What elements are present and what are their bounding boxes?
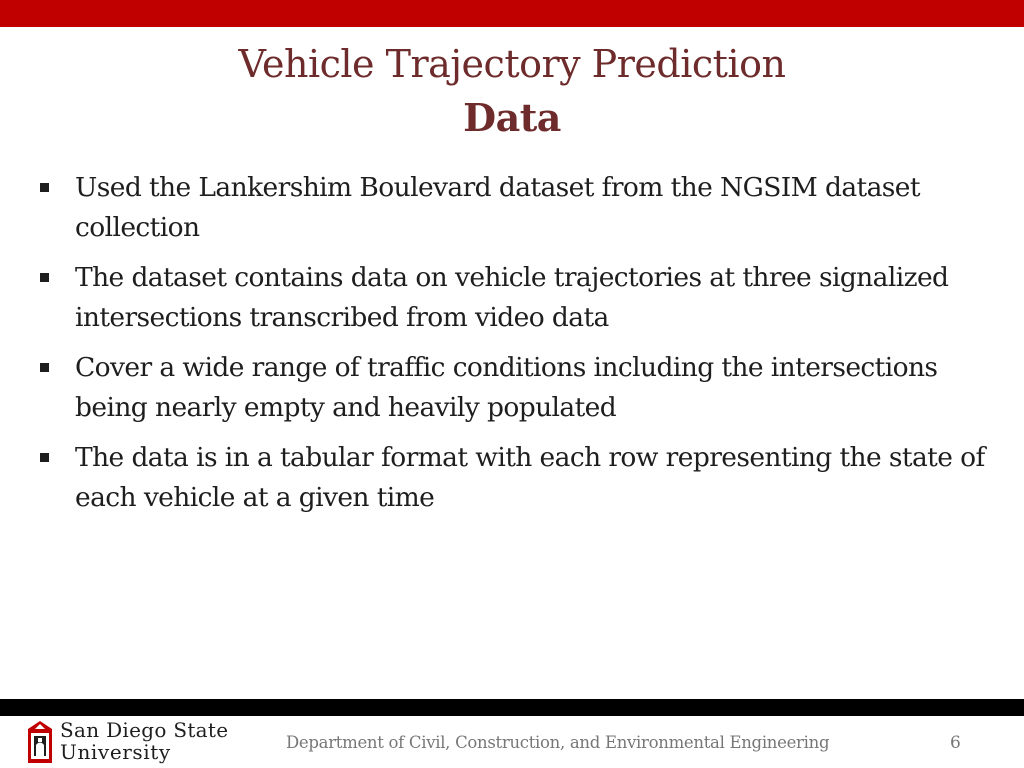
square-bullet-icon: [40, 273, 49, 282]
bullet-item: [36, 168, 996, 248]
logo-line-1: San Diego State: [60, 718, 229, 742]
footer-bar: [0, 699, 1024, 716]
university-logo: [26, 718, 228, 764]
bullet-text: The dataset contains data on vehicle trajectories at three signalized intersections transcribed from video data: [75, 262, 949, 333]
bullet-item: [36, 348, 996, 428]
bullet-text: Used the Lankershim Boulevard dataset from the NGSIM dataset collection: [75, 172, 920, 243]
square-bullet-icon: [40, 183, 49, 192]
top-accent-bar: [0, 0, 1024, 27]
bullet-text: Cover a wide range of traffic conditions including the intersections being nearly empty and heavily populated: [75, 352, 938, 423]
logo-line-2: University: [60, 740, 171, 764]
square-bullet-icon: [40, 453, 49, 462]
logo-wordmark: [60, 720, 228, 762]
bullet-list: [36, 168, 996, 528]
slide-title: Vehicle Trajectory Prediction: [238, 42, 786, 86]
sdsu-tower-logo-icon: [26, 719, 54, 763]
bullet-item: [36, 438, 996, 518]
page-number: 6: [950, 733, 961, 753]
department-name: Department of Civil, Construction, and Environmental Engineering: [286, 733, 830, 752]
bullet-item: [36, 258, 996, 338]
bullet-text: The data is in a tabular format with each row representing the state of each vehicle at a given time: [75, 442, 985, 513]
slide-subtitle: Data: [463, 95, 561, 140]
square-bullet-icon: [40, 363, 49, 372]
